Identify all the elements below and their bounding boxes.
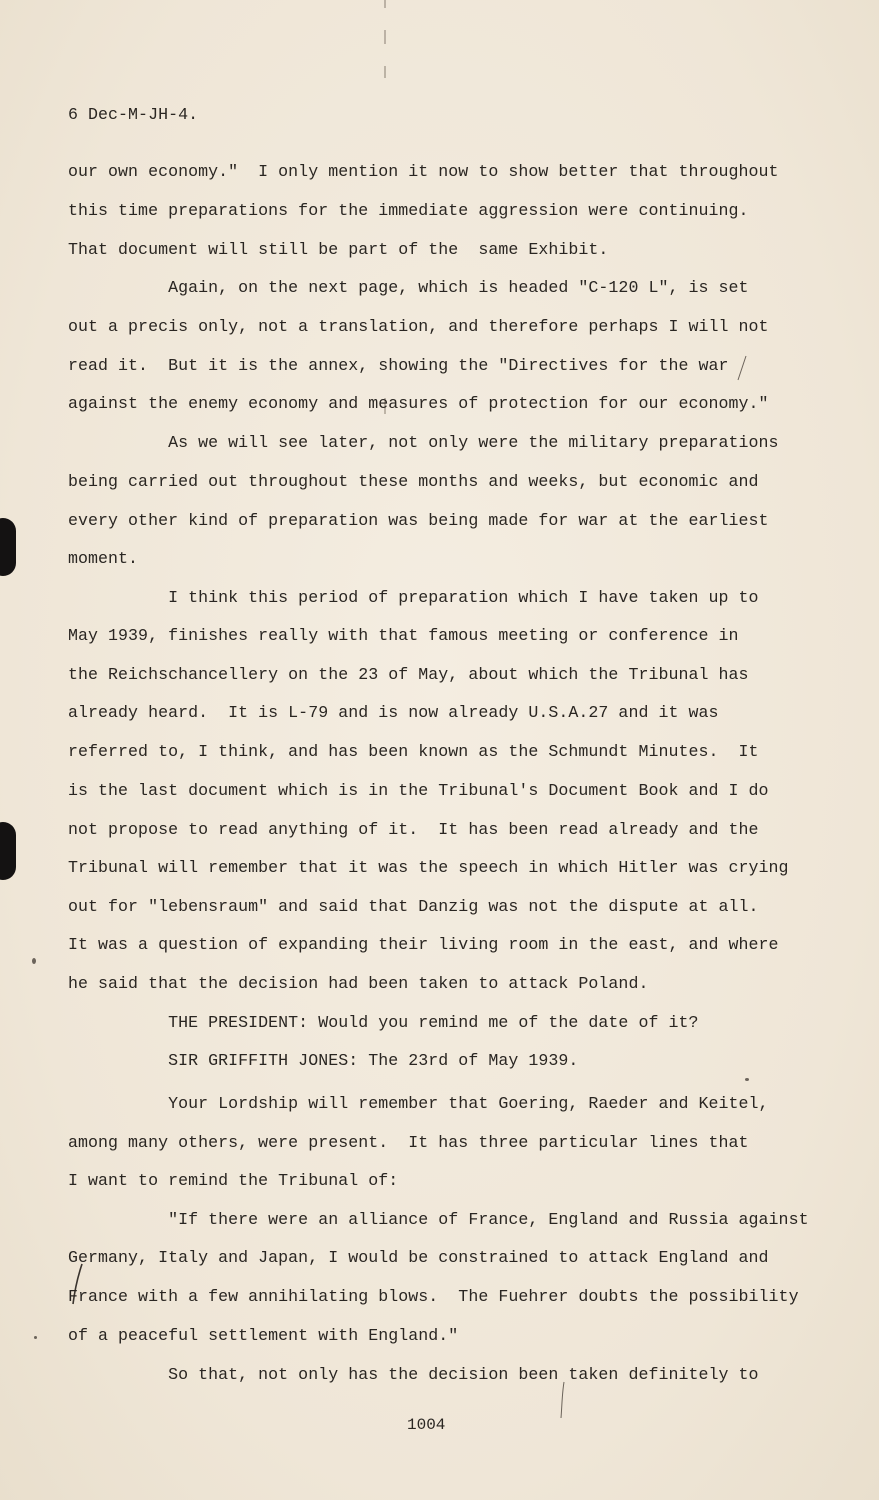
text-line: out a precis only, not a translation, and therefore perhaps I will not xyxy=(68,317,769,336)
text-line: As we will see later, not only were the military preparations xyxy=(68,433,779,452)
pen-mark xyxy=(734,354,750,384)
page-number: 1004 xyxy=(407,1416,446,1434)
binding-hole-upper xyxy=(0,518,16,576)
text-line: SIR GRIFFITH JONES: The 23rd of May 1939. xyxy=(68,1051,579,1070)
text-line: is the last document which is in the Tribunal's Document Book and I do xyxy=(68,781,769,800)
binding-hole-lower xyxy=(0,822,16,880)
fold-mark xyxy=(384,66,386,78)
text-line: not propose to read anything of it. It has been read already and the xyxy=(68,820,759,839)
text-line: the Reichschancellery on the 23 of May, about which the Tribunal has xyxy=(68,665,749,684)
text-line: already heard. It is L-79 and is now already U.S.A.27 and it was xyxy=(68,703,719,722)
pen-mark xyxy=(558,1380,568,1420)
text-line: read it. But it is the annex, showing the "Directives for the war xyxy=(68,356,729,375)
text-line: That document will still be part of the same Exhibit. xyxy=(68,240,609,259)
text-line: Germany, Italy and Japan, I would be constrained to attack England and xyxy=(68,1248,769,1267)
paper-speck xyxy=(745,1078,749,1081)
text-line: France with a few annihilating blows. The Fuehrer doubts the possibility xyxy=(68,1287,799,1306)
text-line: every other kind of preparation was being made for war at the earliest xyxy=(68,511,769,530)
text-line: referred to, I think, and has been known as the Schmundt Minutes. It xyxy=(68,742,759,761)
text-line: THE PRESIDENT: Would you remind me of the date of it? xyxy=(68,1013,699,1032)
paper-speck xyxy=(32,958,36,964)
text-line: our own economy." I only mention it now to show better that throughout xyxy=(68,162,779,181)
text-line: Tribunal will remember that it was the speech in which Hitler was crying xyxy=(68,858,789,877)
text-line: Again, on the next page, which is headed "C-120 L", is set xyxy=(68,278,749,297)
paper-speck xyxy=(34,1336,37,1339)
text-line: May 1939, finishes really with that famous meeting or conference in xyxy=(68,626,739,645)
text-line: among many others, were present. It has three particular lines that xyxy=(68,1133,749,1152)
text-line: out for "lebensraum" and said that Danzig was not the dispute at all. xyxy=(68,897,759,916)
text-line: this time preparations for the immediate aggression were continuing. xyxy=(68,201,749,220)
fold-mark xyxy=(384,30,386,44)
text-line: I want to remind the Tribunal of: xyxy=(68,1171,399,1190)
fold-mark xyxy=(384,0,386,8)
text-line: It was a question of expanding their living room in the east, and where xyxy=(68,935,779,954)
text-line: moment. xyxy=(68,549,139,568)
text-line: against the enemy economy and measures of protection for our economy." xyxy=(68,394,769,413)
text-line: being carried out throughout these months and weeks, but economic and xyxy=(68,472,759,491)
document-reference: 6 Dec-M-JH-4. xyxy=(68,105,199,124)
text-line: I think this period of preparation which I have taken up to xyxy=(68,588,759,607)
text-line: "If there were an alliance of France, England and Russia against xyxy=(68,1210,809,1229)
text-line: of a peaceful settlement with England." xyxy=(68,1326,459,1345)
text-line: So that, not only has the decision been taken definitely to xyxy=(68,1365,759,1384)
text-line: Your Lordship will remember that Goering, Raeder and Keitel, xyxy=(68,1094,769,1113)
text-line: he said that the decision had been taken to attack Poland. xyxy=(68,974,649,993)
